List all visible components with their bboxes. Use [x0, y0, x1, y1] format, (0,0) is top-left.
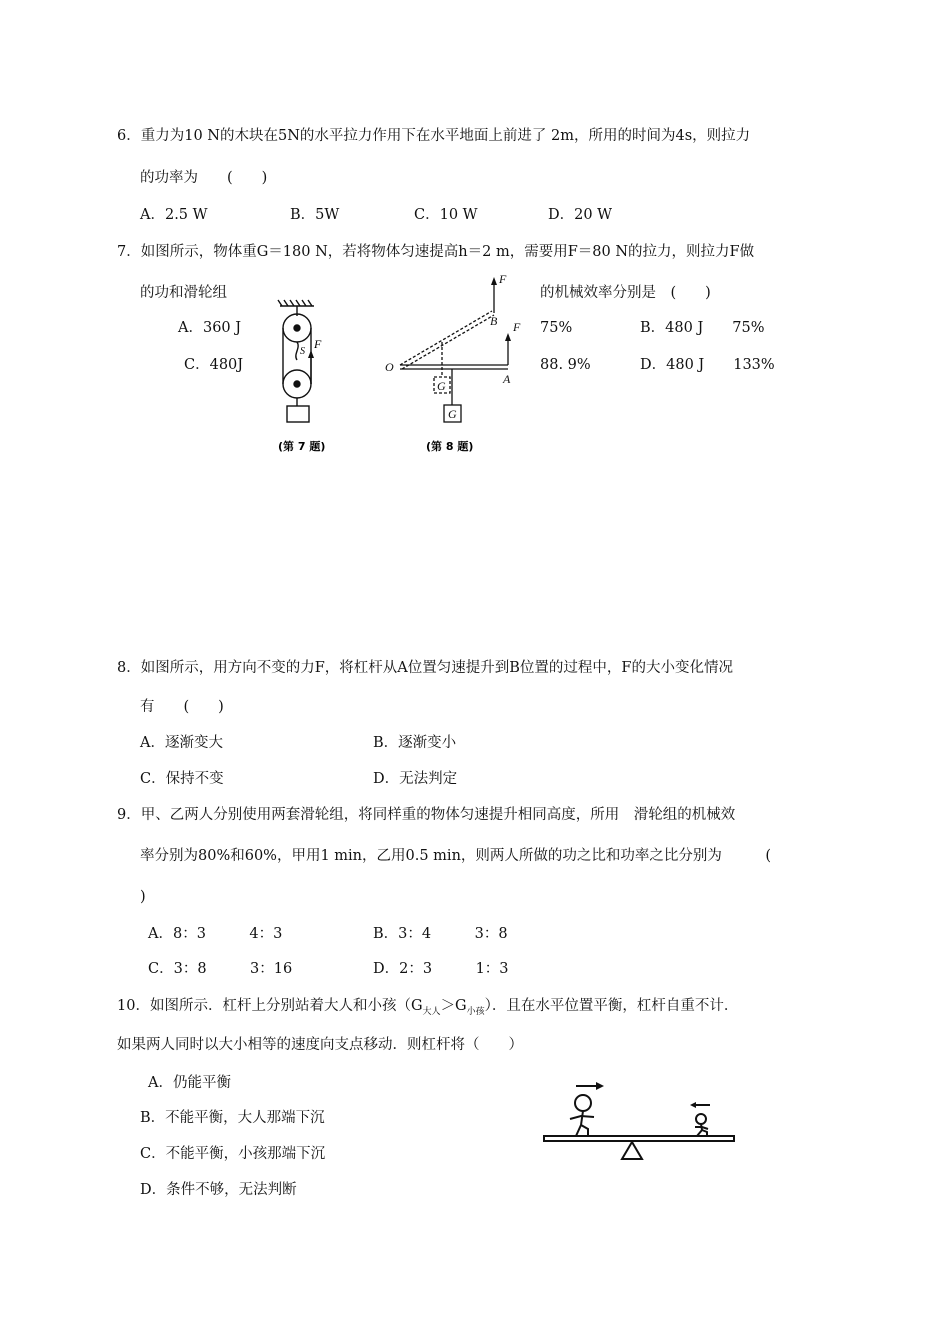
rope-s	[296, 342, 298, 360]
lever-b-top	[400, 311, 492, 365]
weight-block	[287, 406, 309, 422]
subscript-child: 小孩	[466, 1006, 485, 1017]
lever-figure	[380, 265, 530, 460]
q9-stem-line2: 率分别为80%和60%，甲用1 min，乙用0.5 min，则两人所做的功之比和功率之比分别为 (	[140, 848, 772, 864]
q10-option-d: D．条件不够，无法判断	[140, 1182, 297, 1198]
q7-option-a-efficiency: 75%	[540, 320, 573, 336]
q6-option-c: C．10 W	[414, 207, 478, 223]
q10-stem-part2: ＞G	[440, 998, 467, 1014]
q10-option-c: C．不能平衡，小孩那端下沉	[140, 1146, 326, 1162]
label-s: S	[300, 346, 305, 357]
label-f2: F	[513, 320, 521, 334]
q8-stem-line1: 8．如图所示，用方向不变的力F，将杠杆从A位置匀速提升到B位置的过程中，F的大小变化情况	[117, 660, 733, 676]
q7-stem-line1: 7．如图所示，物体重G＝180 N，若将物体匀速提高h＝2 m，需要用F＝80 N的拉力，则拉力F做	[117, 244, 755, 260]
ceiling-hatch	[278, 300, 282, 306]
q10-option-a: A．仍能平衡	[148, 1075, 231, 1091]
pulley-figure	[272, 298, 342, 458]
q7-option-b: B．480 J 75%	[640, 320, 765, 336]
label-f: F	[314, 337, 322, 351]
q7-option-c-efficiency: 88. 9%	[540, 357, 591, 373]
q8-stem-line2: 有 ( )	[140, 699, 224, 715]
q6-stem-line1: 6．重力为10 N的木块在5N的水平拉力作用下在水平地面上前进了 2m，所用的时间为4s，则拉力	[117, 128, 751, 144]
label-b: B	[490, 314, 498, 328]
q8-option-d: D．无法判定	[373, 771, 458, 787]
adult-head	[575, 1095, 591, 1111]
fig7-caption: (第 7 题)	[278, 440, 326, 453]
q7-stem-line2a: 的功和滑轮组	[140, 285, 227, 301]
label-a: A	[503, 372, 511, 386]
q8-option-a: A．逐渐变大	[140, 735, 223, 751]
fig8-caption: (第 8 题)	[426, 440, 474, 453]
adult-body	[581, 1111, 583, 1125]
q7-option-d: D．480 J 133%	[640, 357, 775, 373]
q9-option-a: A．8：3 4：3	[148, 926, 283, 942]
child-head	[696, 1114, 706, 1124]
adult-arrow-head	[596, 1082, 604, 1090]
q9-option-b: B．3：4 3：8	[373, 926, 508, 942]
q6-stem-line2: 的功率为 ( )	[140, 170, 268, 186]
q8-option-b: B．逐渐变小	[373, 735, 457, 751]
child-arrow-head	[690, 1102, 696, 1108]
pull-arrow	[308, 350, 314, 358]
q9-stem-line3: )	[140, 889, 146, 905]
label-g2: G	[448, 407, 457, 421]
q6-option-a: A．2.5 W	[140, 207, 208, 223]
q10-stem-line1	[117, 996, 738, 1022]
q7-option-a-work: A．360 J	[178, 320, 242, 336]
label-f1: F	[499, 272, 507, 286]
force-a-arrow	[505, 333, 511, 341]
seesaw-figure	[540, 1075, 740, 1165]
q9-option-c: C．3：8 3：16	[148, 961, 293, 977]
q9-option-d: D．2：3 1：3	[373, 961, 509, 977]
q7-option-c-work: C．480J	[184, 357, 244, 373]
q10-stem-part1: 10．如图所示．杠杆上分别站着大人和小孩（G	[117, 998, 423, 1014]
force-b-arrow	[491, 277, 497, 285]
q6-option-d: D．20 W	[548, 207, 613, 223]
q8-option-c: C．保持不变	[140, 771, 224, 787]
q7-stem-line2b: 的机械效率分别是 ( )	[540, 285, 711, 301]
q9-stem-line1: 9．甲、乙两人分别使用两套滑轮组，将同样重的物体匀速提升相同高度，所用 滑轮组的机械效	[117, 807, 736, 823]
label-o: O	[385, 360, 394, 374]
q10-stem-line2: 如果两人同时以大小相等的速度向支点移动．则杠杆将（ ）	[117, 1037, 523, 1053]
q6-option-b: B．5W	[290, 207, 340, 223]
label-g1: G	[437, 379, 446, 393]
lever-b-bottom	[402, 315, 494, 369]
q10-option-b: B．不能平衡，大人那端下沉	[140, 1110, 325, 1126]
fulcrum	[622, 1142, 642, 1159]
seesaw-plank	[544, 1136, 734, 1141]
q10-stem-part3: ）．且在水平位置平衡，杠杆自重不计．	[484, 998, 739, 1014]
subscript-adult: 大人	[422, 1006, 441, 1017]
